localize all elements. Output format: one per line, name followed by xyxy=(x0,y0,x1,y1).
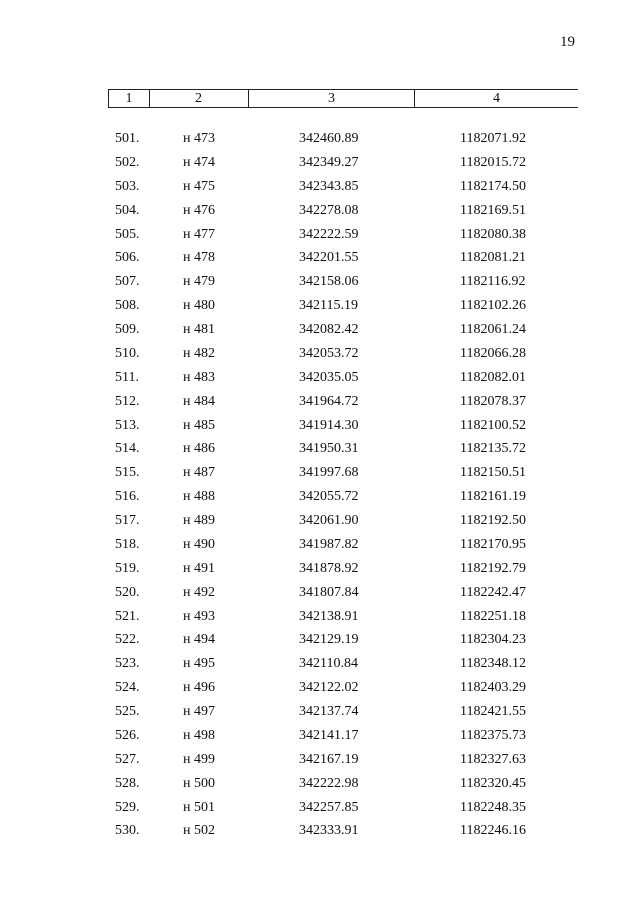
table-row xyxy=(0,535,639,559)
coordinate-y: 1182242.47 xyxy=(460,584,526,600)
coordinate-y: 1182078.37 xyxy=(460,393,526,409)
point-id: н 494 xyxy=(183,632,215,648)
coordinate-x: 342082.42 xyxy=(299,322,359,337)
row-number: 505. xyxy=(115,226,140,242)
coordinate-y: 1182403.29 xyxy=(460,680,526,696)
coordinate-x: 342349.27 xyxy=(299,154,359,170)
table-row xyxy=(0,463,639,487)
coordinate-y: 1182082.01 xyxy=(460,369,526,385)
row-number: 517. xyxy=(115,513,140,528)
table-row xyxy=(0,392,639,416)
coordinate-x: 342158.06 xyxy=(299,274,359,290)
coordinate-y: 1182327.63 xyxy=(460,751,526,767)
point-id: н 492 xyxy=(183,584,215,600)
table-row xyxy=(0,177,639,201)
coordinate-y: 1182304.23 xyxy=(460,632,526,648)
page-number: 19 xyxy=(560,34,575,50)
point-id: н 480 xyxy=(183,298,215,314)
table-row xyxy=(0,368,639,392)
point-id: н 495 xyxy=(183,656,215,672)
point-id: н 479 xyxy=(183,274,215,290)
table-row xyxy=(0,583,639,607)
row-number: 515. xyxy=(115,465,140,481)
coordinate-y: 1182169.51 xyxy=(460,202,526,218)
row-number: 516. xyxy=(115,489,140,505)
row-number: 507. xyxy=(115,274,140,290)
coordinate-x: 342141.17 xyxy=(299,727,359,743)
table-row xyxy=(0,153,639,177)
point-id: н 489 xyxy=(183,513,215,528)
table-row xyxy=(0,654,639,678)
coordinate-x: 342110.84 xyxy=(299,656,358,672)
coordinate-y: 1182066.28 xyxy=(460,345,526,361)
table-row xyxy=(0,774,639,798)
coordinate-x: 342115.19 xyxy=(299,298,358,314)
coordinate-y: 1182150.51 xyxy=(460,465,526,481)
coordinate-x: 342053.72 xyxy=(299,345,359,361)
table-row xyxy=(0,296,639,320)
point-id: н 474 xyxy=(183,154,215,170)
row-number: 509. xyxy=(115,322,140,337)
row-number: 529. xyxy=(115,799,140,815)
table-row xyxy=(0,630,639,654)
row-number: 510. xyxy=(115,345,140,361)
table-row xyxy=(0,129,639,153)
table-row xyxy=(0,416,639,440)
coordinate-y: 1182100.52 xyxy=(460,417,526,433)
row-number: 525. xyxy=(115,704,140,719)
table-row xyxy=(0,750,639,774)
table-row xyxy=(0,201,639,225)
point-id: н 493 xyxy=(183,608,215,624)
coordinate-x: 341807.84 xyxy=(299,584,359,600)
row-number: 520. xyxy=(115,584,140,600)
coordinate-x: 342278.08 xyxy=(299,202,359,218)
point-id: н 485 xyxy=(183,417,215,433)
coordinate-y: 1182161.19 xyxy=(460,489,526,505)
point-id: н 484 xyxy=(183,393,215,409)
coordinate-x: 341878.92 xyxy=(299,560,359,576)
row-number: 527. xyxy=(115,751,140,767)
row-number: 524. xyxy=(115,680,140,696)
coordinate-x: 342257.85 xyxy=(299,799,359,815)
table-row xyxy=(0,439,639,463)
coordinate-y: 1182080.38 xyxy=(460,226,526,242)
header-col-1: 1 xyxy=(108,90,150,107)
table-row xyxy=(0,248,639,272)
point-id: н 487 xyxy=(183,465,215,481)
row-number: 506. xyxy=(115,250,140,266)
row-number: 514. xyxy=(115,441,140,457)
point-id: н 502 xyxy=(183,823,215,839)
row-number: 513. xyxy=(115,417,140,433)
coordinate-y: 1182170.95 xyxy=(460,536,526,552)
header-col-2: 2 xyxy=(149,90,249,107)
coordinate-x: 342333.91 xyxy=(299,823,359,839)
row-number: 518. xyxy=(115,536,140,552)
table-body xyxy=(0,129,639,845)
coordinate-y: 1182421.55 xyxy=(460,704,526,719)
row-number: 522. xyxy=(115,632,140,648)
coordinate-y: 1182081.21 xyxy=(460,250,526,266)
coordinate-y: 1182102.26 xyxy=(460,298,526,314)
point-id: н 498 xyxy=(183,727,215,743)
header-col-4: 4 xyxy=(493,91,500,106)
coordinate-x: 342201.55 xyxy=(299,250,359,266)
point-id: н 486 xyxy=(183,441,215,457)
point-id: н 488 xyxy=(183,489,215,505)
point-id: н 497 xyxy=(183,704,215,719)
header-col-3: 3 xyxy=(249,90,415,107)
coordinate-x: 342137.74 xyxy=(299,704,359,719)
coordinate-x: 341964.72 xyxy=(299,393,359,409)
table-row xyxy=(0,344,639,368)
coordinate-x: 342055.72 xyxy=(299,489,359,505)
coordinate-x: 342035.05 xyxy=(299,369,359,385)
row-number: 504. xyxy=(115,202,140,218)
coordinate-x: 341914.30 xyxy=(299,417,359,433)
table-row xyxy=(0,487,639,511)
point-id: н 476 xyxy=(183,202,215,218)
coordinate-y: 1182320.45 xyxy=(460,775,526,791)
point-id: н 478 xyxy=(183,250,215,266)
coordinate-x: 342138.91 xyxy=(299,608,359,624)
coordinate-y: 1182251.18 xyxy=(460,608,526,624)
coordinate-x: 342460.89 xyxy=(299,131,359,146)
coordinate-x: 342122.02 xyxy=(299,680,359,696)
coordinate-x: 342061.90 xyxy=(299,513,359,528)
row-number: 523. xyxy=(115,656,140,672)
table-row xyxy=(0,272,639,296)
coordinate-y: 1182192.79 xyxy=(460,560,526,576)
point-id: н 473 xyxy=(183,131,215,146)
row-number: 501. xyxy=(115,131,140,146)
row-number: 519. xyxy=(115,560,140,576)
coordinate-y: 1182375.73 xyxy=(460,727,526,743)
row-number: 530. xyxy=(115,823,140,839)
point-id: н 482 xyxy=(183,345,215,361)
point-id: н 477 xyxy=(183,226,215,242)
coordinate-y: 1182061.24 xyxy=(460,322,526,337)
table-row xyxy=(0,702,639,726)
table-header xyxy=(108,89,578,108)
row-number: 508. xyxy=(115,298,140,314)
coordinate-x: 341997.68 xyxy=(299,465,359,481)
table-row xyxy=(0,559,639,583)
point-id: н 501 xyxy=(183,799,215,815)
coordinate-y: 1182174.50 xyxy=(460,178,526,194)
coordinate-y: 1182348.12 xyxy=(460,656,526,672)
coordinate-y: 1182015.72 xyxy=(460,154,526,170)
coordinate-y: 1182116.92 xyxy=(460,274,526,290)
coordinate-x: 342167.19 xyxy=(299,751,359,767)
point-id: н 491 xyxy=(183,560,215,576)
point-id: н 483 xyxy=(183,369,215,385)
table-row xyxy=(0,320,639,344)
row-number: 503. xyxy=(115,178,140,194)
point-id: н 481 xyxy=(183,322,215,337)
table-row xyxy=(0,678,639,702)
table-row xyxy=(0,726,639,750)
coordinate-x: 342222.98 xyxy=(299,775,359,791)
coordinate-x: 342343.85 xyxy=(299,178,359,194)
point-id: н 490 xyxy=(183,536,215,552)
table-row xyxy=(0,511,639,535)
coordinate-y: 1182246.16 xyxy=(460,823,526,839)
row-number: 502. xyxy=(115,154,140,170)
coordinate-y: 1182192.50 xyxy=(460,513,526,528)
table-row xyxy=(0,821,639,845)
point-id: н 496 xyxy=(183,680,215,696)
point-id: н 499 xyxy=(183,751,215,767)
point-id: н 500 xyxy=(183,775,215,791)
row-number: 528. xyxy=(115,775,140,791)
table-row xyxy=(0,225,639,249)
row-number: 521. xyxy=(115,608,140,624)
point-id: н 475 xyxy=(183,178,215,194)
coordinate-y: 1182135.72 xyxy=(460,441,526,457)
row-number: 512. xyxy=(115,393,140,409)
coordinate-y: 1182071.92 xyxy=(460,131,526,146)
coordinate-x: 341987.82 xyxy=(299,536,359,552)
table-row xyxy=(0,798,639,822)
row-number: 526. xyxy=(115,727,140,743)
row-number: 511. xyxy=(115,369,139,385)
coordinate-y: 1182248.35 xyxy=(460,799,526,815)
coordinate-x: 342222.59 xyxy=(299,226,359,242)
coordinate-x: 341950.31 xyxy=(299,441,359,457)
coordinate-x: 342129.19 xyxy=(299,632,359,648)
table-row xyxy=(0,607,639,631)
